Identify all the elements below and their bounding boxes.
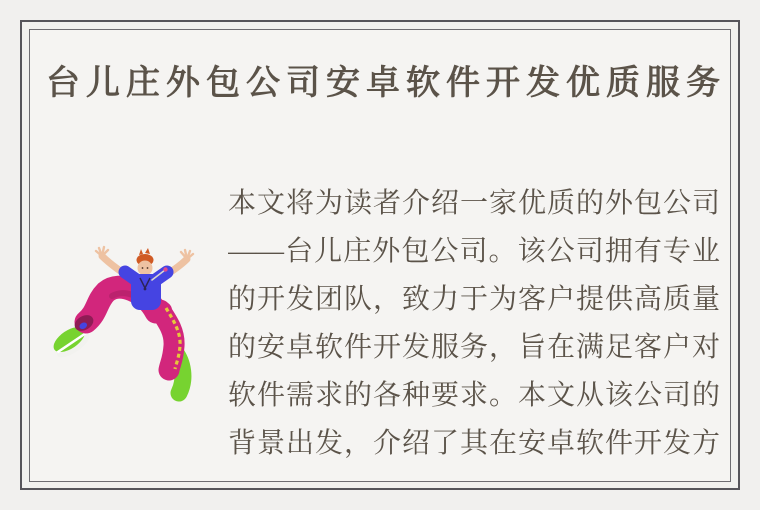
eye-right	[147, 267, 149, 269]
right-leg-shape	[160, 310, 174, 370]
lanyard-pendant	[144, 288, 147, 291]
article-line: 软件需求的各种要求。本文从该公司的	[228, 380, 720, 411]
left-hand	[96, 247, 108, 256]
article-line: 背景出发，介绍了其在安卓软件开发方	[228, 428, 720, 459]
article-line: 的安卓软件开发服务，旨在满足客户对	[228, 332, 720, 363]
shirt-shape	[131, 274, 161, 310]
hair-spikes	[139, 248, 150, 255]
inner-frame	[29, 29, 731, 482]
jumping-character-illustration	[44, 228, 208, 412]
article-line: 的开发团队，致力于为客户提供高质量	[228, 284, 720, 315]
article-body	[228, 180, 720, 468]
eye-left	[142, 267, 144, 269]
head-shape	[138, 261, 153, 276]
outer-frame	[20, 20, 740, 490]
article-line: 本文将为读者介绍一家优质的外包公司	[228, 188, 720, 219]
right-hand	[181, 250, 193, 259]
page-title: 台儿庄外包公司安卓软件开发优质服务	[46, 65, 720, 102]
article-line: ——台儿庄外包公司。该公司拥有专业	[228, 236, 720, 267]
pen-tip	[163, 267, 167, 271]
